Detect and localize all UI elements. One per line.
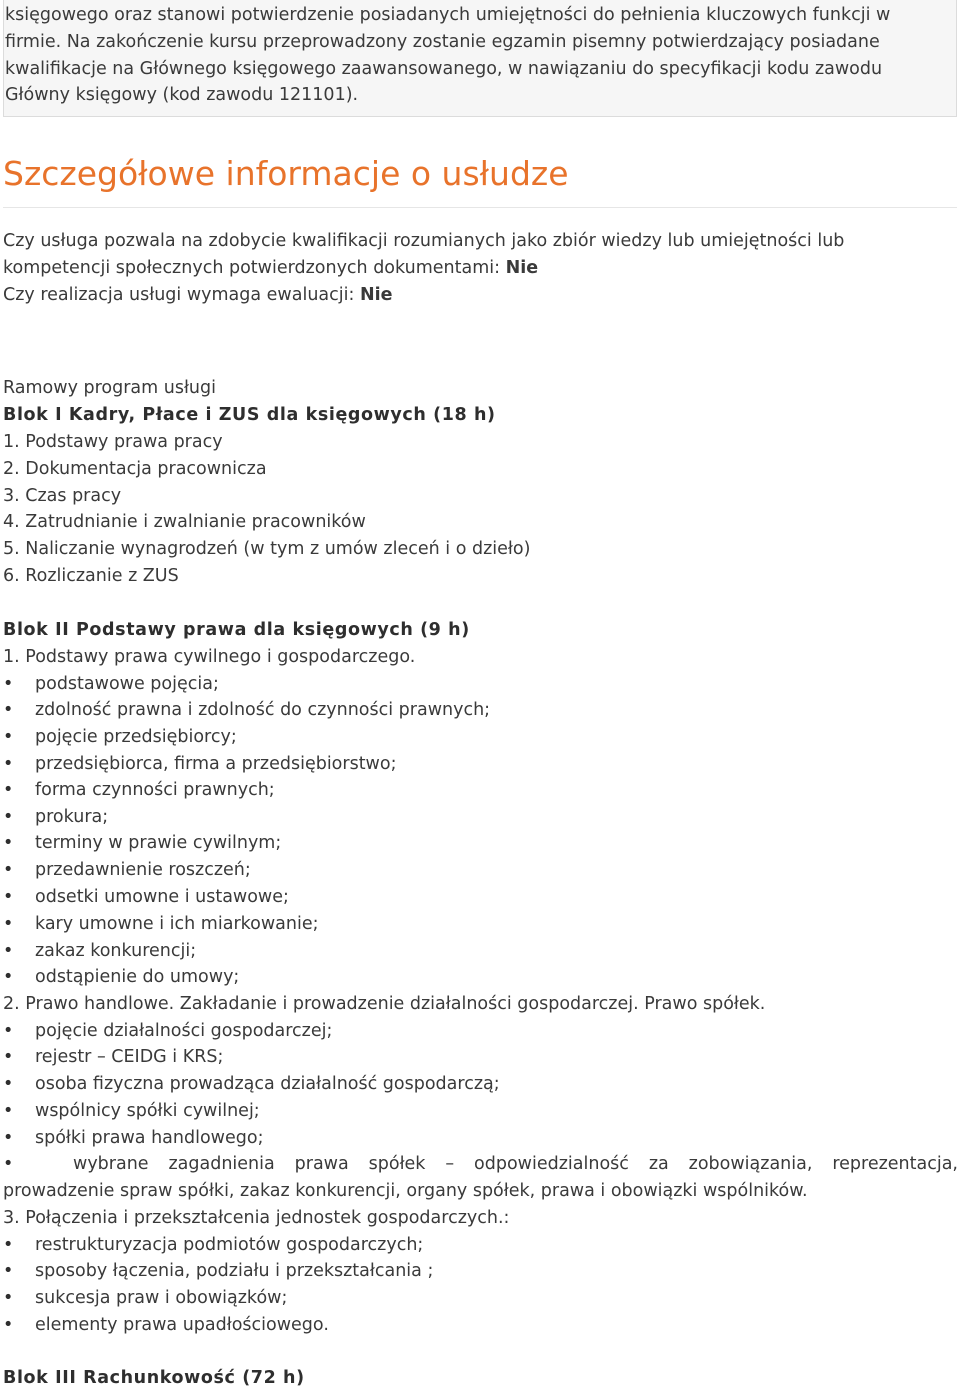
evaluation-question-text: Czy realizacja usługi wymaga ewaluacji: (3, 285, 360, 305)
list-item (3, 830, 281, 857)
list-item (3, 724, 237, 751)
qualification-question-line1: Czy usługa pozwala na zdobycie kwalifikacji rozumianych jako zbiór wiedzy lub umiejętności lub (3, 231, 845, 251)
bullet-icon: • (3, 1288, 14, 1308)
list-item (3, 1071, 500, 1098)
list-item-text: elementy prawa upadłościowego. (35, 1315, 329, 1335)
list-item-text: podstawowe pojęcia; (35, 674, 219, 694)
list-item-text: zakaz konkurencji; (35, 941, 197, 961)
block1-item: 5. Naliczanie wynagrodzeń (w tym z umów zleceń i o dzieło) (3, 539, 531, 559)
list-item (3, 857, 251, 884)
block1-item: 2. Dokumentacja pracownicza (3, 459, 267, 479)
bullet-icon: • (3, 674, 14, 694)
bullet-icon: • (3, 833, 14, 853)
intro-box (3, 0, 957, 117)
bullet-icon: • (3, 780, 14, 800)
list-item (3, 938, 196, 965)
list-item-text: odsetki umowne i ustawowe; (35, 887, 289, 907)
block1-item: 3. Czas pracy (3, 486, 122, 506)
section-title: Szczegółowe informacje o usłudze (3, 154, 569, 193)
bullet-icon: • (3, 727, 14, 747)
list-item (3, 671, 219, 698)
bullet-icon: • (3, 1101, 14, 1121)
bullet-icon: • (3, 754, 14, 774)
bullet-icon: • (3, 967, 14, 987)
block1-item: 4. Zatrudnianie i zwalnianie pracowników (3, 512, 366, 532)
block1-item: 6. Rozliczanie z ZUS (3, 566, 179, 586)
evaluation-question (3, 282, 392, 309)
list-item-text: zdolność prawna i zdolność do czynności prawnych; (35, 700, 491, 720)
list-item (3, 911, 319, 938)
bullet-icon: • (3, 1154, 14, 1174)
list-item (3, 964, 239, 991)
list-item-text: forma czynności prawnych; (35, 780, 275, 800)
block3-heading: Blok III Rachunkowość (72 h) (3, 1368, 305, 1388)
list-item-text: rejestr – CEIDG i KRS; (35, 1047, 224, 1067)
list-item-text: prokura; (35, 807, 109, 827)
list-item (3, 1258, 433, 1285)
block2-subheading-2: 2. Prawo handlowe. Zakładanie i prowadzenie działalności gospodarczej. Prawo spółek. (3, 994, 766, 1014)
list-item-text: sposoby łączenia, podziału i przekształcania ; (35, 1261, 434, 1281)
list-item-text: terminy w prawie cywilnym; (35, 833, 282, 853)
list-item (3, 1125, 263, 1152)
intro-paragraph: księgowego oraz stanowi potwierdzenie posiadanych umiejętności do pełnienia kluczowych funkcji w firmie. Na zakończenie kursu przeprowadzony zostanie egzamin pisemny potwierdzający posiadane kwalifikacje na Głównego księgowego zaawansowanego, w nawiązaniu do specyfikacji kodu zawodu Główny księgowy (kod zawodu 121101). (5, 5, 891, 106)
block2-heading: Blok II Podstawy prawa dla księgowych (9 h) (3, 620, 470, 640)
list-item (3, 697, 490, 724)
list-item (3, 1285, 287, 1312)
bullet-icon: • (3, 914, 14, 934)
list-item-text: wybrane zagadnienia prawa spółek – odpowiedzialność za zobowiązania, reprezentacja, (73, 1154, 958, 1174)
bullet-icon: • (3, 1021, 14, 1041)
list-item (3, 1312, 329, 1339)
bullet-icon: • (3, 1315, 14, 1335)
block1-heading: Blok I Kadry, Płace i ZUS dla księgowych (18 h) (3, 405, 496, 425)
evaluation-answer: Nie (359, 285, 393, 305)
list-item (3, 1232, 423, 1259)
bullet-icon: • (3, 1235, 14, 1255)
bullet-icon: • (3, 807, 14, 827)
qualification-question-line2 (3, 255, 538, 282)
list-item-long-continuation: prowadzenie spraw spółki, zakaz konkurencji, organy spółek, prawa i obowiązki wspólników. (3, 1181, 808, 1201)
list-item-text: wspólnicy spółki cywilnej; (35, 1101, 260, 1121)
list-item (3, 1044, 223, 1071)
title-divider (3, 207, 957, 208)
bullet-icon: • (3, 1074, 14, 1094)
list-item-long (3, 1151, 958, 1178)
list-item-text: przedsiębiorca, firma a przedsiębiorstwo; (35, 754, 397, 774)
program-label: Ramowy program usługi (3, 378, 216, 398)
list-item (3, 1098, 260, 1125)
qualification-answer: Nie (505, 258, 539, 278)
list-item-text: osoba fizyczna prowadząca działalność gospodarczą; (35, 1074, 500, 1094)
bullet-icon: • (3, 1047, 14, 1067)
list-item-text: sukcesja praw i obowiązków; (35, 1288, 288, 1308)
block2-subheading-1: 1. Podstawy prawa cywilnego i gospodarczego. (3, 647, 416, 667)
bullet-icon: • (3, 860, 14, 880)
list-item (3, 777, 275, 804)
list-item (3, 804, 108, 831)
bullet-icon: • (3, 700, 14, 720)
qualification-question-text: kompetencji społecznych potwierdzonych dokumentami: (3, 258, 506, 278)
block2-subheading-3: 3. Połączenia i przekształcenia jednostek gospodarczych.: (3, 1208, 510, 1228)
list-item-text: odstąpienie do umowy; (35, 967, 240, 987)
list-item-text: pojęcie działalności gospodarczej; (35, 1021, 333, 1041)
bullet-icon: • (3, 1128, 14, 1148)
list-item-text: przedawnienie roszczeń; (35, 860, 251, 880)
bullet-icon: • (3, 1261, 14, 1281)
list-item (3, 1018, 332, 1045)
list-item (3, 884, 289, 911)
bullet-icon: • (3, 941, 14, 961)
block1-item: 1. Podstawy prawa pracy (3, 432, 223, 452)
list-item-text: kary umowne i ich miarkowanie; (35, 914, 319, 934)
list-item-text: pojęcie przedsiębiorcy; (35, 727, 237, 747)
list-item (3, 751, 396, 778)
list-item-text: spółki prawa handlowego; (35, 1128, 264, 1148)
bullet-icon: • (3, 887, 14, 907)
list-item-text: restrukturyzacja podmiotów gospodarczych; (35, 1235, 424, 1255)
